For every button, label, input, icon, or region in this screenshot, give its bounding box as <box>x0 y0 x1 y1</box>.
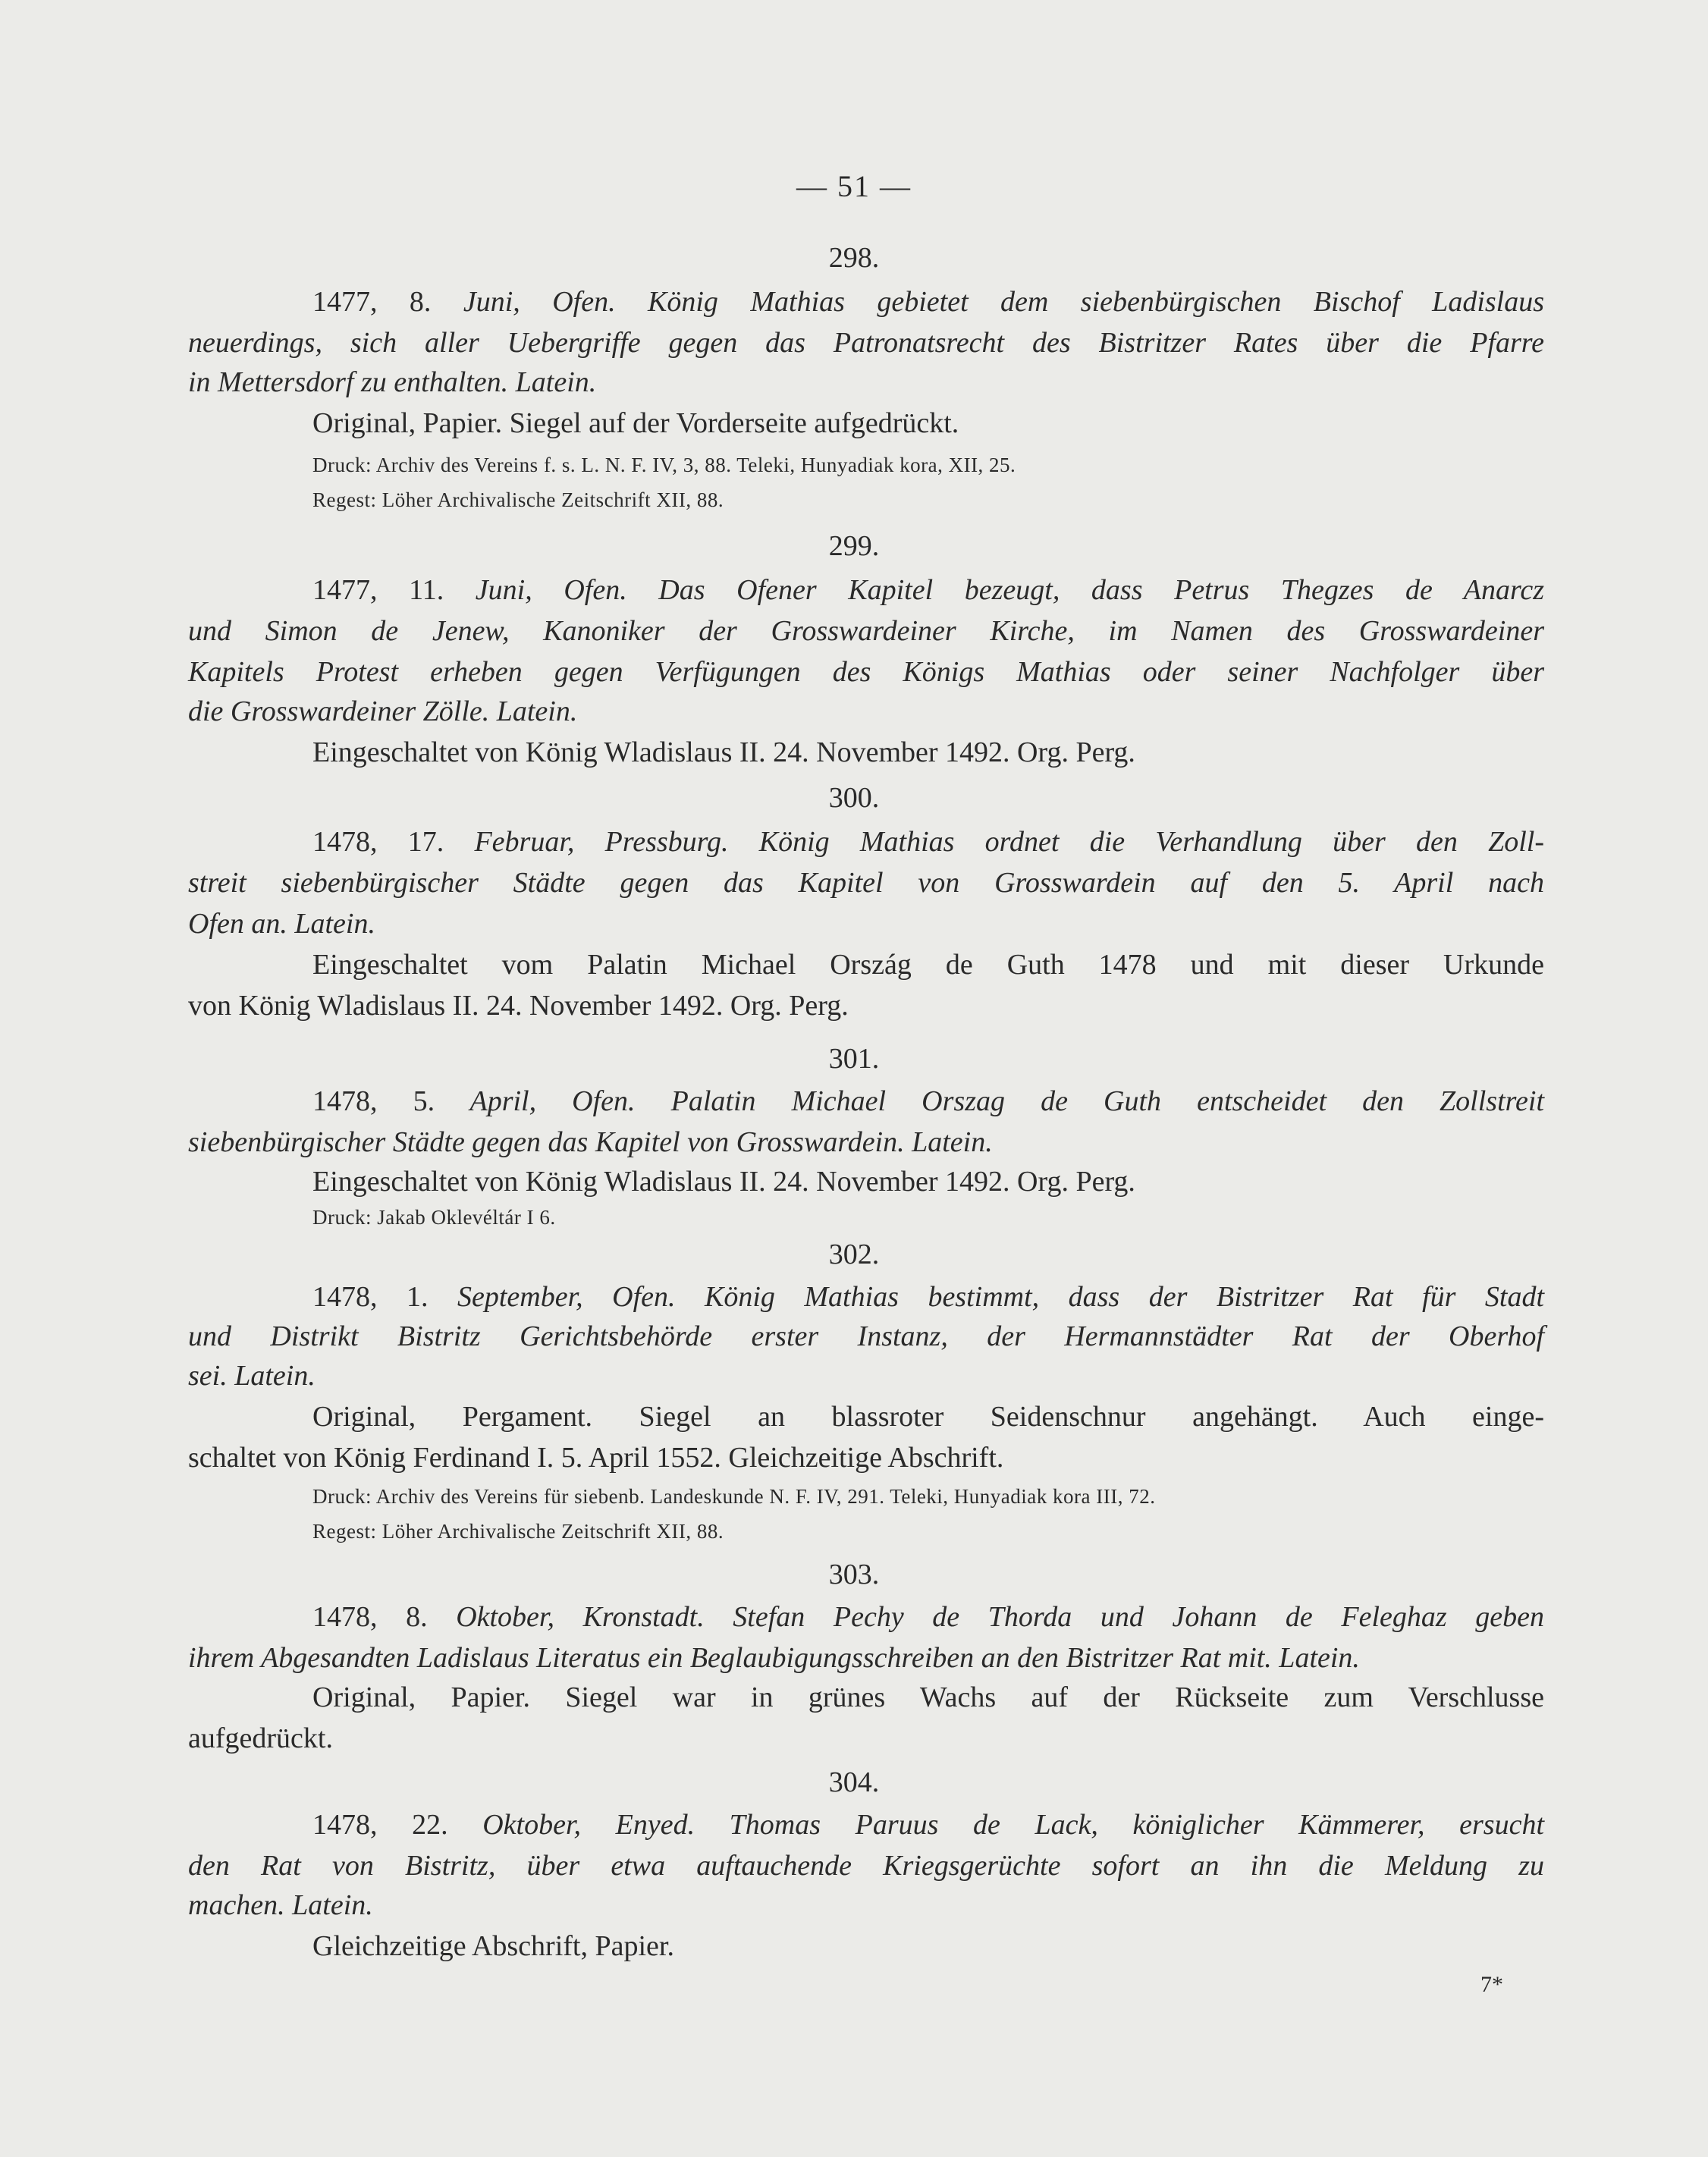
entry-text-line: und Distrikt Bistritz Gerichtsbehörde erster Instanz, der Hermannstädter Rat der Oberhof <box>188 1320 1544 1352</box>
entry-regest-reference: Regest: Löher Archivalische Zeitschrift XII, 88. <box>312 1520 724 1543</box>
entry-note: schaltet von König Ferdinand I. 5. April 1552. Gleichzeitige Abschrift. <box>188 1442 1004 1474</box>
entry-text-line: streit siebenbürgischer Städte gegen das Kapitel von Grosswardein auf den 5. April nach <box>188 867 1544 899</box>
entry-text-line: den Rat von Bistritz, über etwa auftauchende Kriegsgerüchte sofort an ihn die Meldung zu <box>188 1850 1544 1882</box>
entry-number: 304. <box>828 1766 880 1798</box>
entry-regest: Juni, Ofen. König Mathias gebietet dem siebenbürgischen Bischof Ladislaus <box>431 286 1545 318</box>
entry-text-line <box>312 573 1544 607</box>
entry-text-line: in Mettersdorf zu enthalten. Latein. <box>188 366 597 398</box>
entry-number: 303. <box>828 1559 880 1590</box>
entry-text-line: Kapitels Protest erheben gegen Verfügungen des Königs Mathias oder seiner Nachfolger über <box>188 656 1544 688</box>
entry-note: von König Wladislaus II. 24. November 1492. Org. Perg. <box>188 990 849 1022</box>
entry-note: Eingeschaltet vom Palatin Michael Ország de Guth 1478 und mit dieser Urkunde <box>312 949 1544 981</box>
entry-text-line <box>312 1600 1544 1634</box>
entry-date: 1478, 17. <box>312 826 444 858</box>
entry-note: Gleichzeitige Abschrift, Papier. <box>312 1930 674 1962</box>
entry-text-line <box>312 825 1544 859</box>
entry-date: 1478, 1. <box>312 1281 429 1313</box>
entry-number: 298. <box>828 242 880 274</box>
entry-print-reference: Druck: Jakab Oklevéltár I 6. <box>312 1206 556 1229</box>
entry-number: 300. <box>828 782 880 814</box>
entry-note: aufgedrückt. <box>188 1722 333 1754</box>
entry-text-line: die Grosswardeiner Zölle. Latein. <box>188 695 578 727</box>
entry-text-line: machen. Latein. <box>188 1889 373 1921</box>
entry-note: Eingeschaltet von König Wladislaus II. 24. November 1492. Org. Perg. <box>312 736 1135 768</box>
entry-regest: Februar, Pressburg. König Mathias ordnet die Verhandlung über den Zoll- <box>444 826 1544 858</box>
entry-text-line: ihrem Abgesandten Ladislaus Literatus ein Beglaubigungsschreiben an den Bistritzer Rat mit. Latein. <box>188 1642 1360 1674</box>
entry-text-line <box>312 285 1544 319</box>
entry-text-line <box>312 1280 1544 1314</box>
entry-text-line <box>312 1808 1544 1841</box>
entry-note: Original, Papier. Siegel auf der Vorderseite aufgedrückt. <box>312 407 959 439</box>
entry-number: 301. <box>828 1043 880 1075</box>
entry-date: 1478, 22. <box>312 1809 448 1841</box>
signature-mark: 7* <box>1480 1972 1503 1997</box>
entry-date: 1477, 11. <box>312 574 444 606</box>
entry-date: 1478, 8. <box>312 1601 428 1633</box>
entry-note: Original, Papier. Siegel war in grünes Wachs auf der Rückseite zum Verschlusse <box>312 1681 1544 1713</box>
entry-text-line: sei. Latein. <box>188 1360 316 1392</box>
entry-note: Original, Pergament. Siegel an blassroter Seidenschnur angehängt. Auch einge- <box>312 1401 1544 1433</box>
entry-text-line <box>312 1085 1544 1118</box>
entry-date: 1478, 5. <box>312 1085 435 1117</box>
entry-note: Eingeschaltet von König Wladislaus II. 24. November 1492. Org. Perg. <box>312 1166 1135 1198</box>
entry-regest: Oktober, Enyed. Thomas Paruus de Lack, königlicher Kämmerer, ersucht <box>447 1809 1545 1841</box>
entry-regest: April, Ofen. Palatin Michael Orszag de Guth entscheidet den Zollstreit <box>435 1085 1545 1117</box>
entry-number: 302. <box>828 1239 880 1270</box>
entry-regest: Juni, Ofen. Das Ofener Kapitel bezeugt, dass Petrus Thegzes de Anarcz <box>444 574 1544 606</box>
entry-print-reference: Druck: Archiv des Vereins für siebenb. Landeskunde N. F. IV, 291. Teleki, Hunyadiak kora III, 72. <box>312 1485 1156 1508</box>
entry-text-line: Ofen an. Latein. <box>188 908 375 940</box>
entry-regest: Oktober, Kronstadt. Stefan Pechy de Thorda und Johann de Feleghaz geben <box>427 1601 1544 1633</box>
entry-number: 299. <box>828 530 880 562</box>
entry-text-line: und Simon de Jenew, Kanoniker der Grosswardeiner Kirche, im Namen des Grosswardeiner <box>188 615 1544 647</box>
page-number: — 51 — <box>796 169 912 203</box>
entry-regest: September, Ofen. König Mathias bestimmt, dass der Bistritzer Rat für Stadt <box>428 1281 1545 1313</box>
entry-text-line: siebenbürgischer Städte gegen das Kapitel von Grosswardein. Latein. <box>188 1126 993 1158</box>
entry-print-reference: Druck: Archiv des Vereins f. s. L. N. F. IV, 3, 88. Teleki, Hunyadiak kora, XII, 25. <box>312 454 1016 476</box>
entry-text-line: neuerdings, sich aller Uebergriffe gegen das Patronatsrecht des Bistritzer Rates über die Pfarre <box>188 327 1544 359</box>
entry-date: 1477, 8. <box>312 286 432 318</box>
entry-regest-reference: Regest: Löher Archivalische Zeitschrift XII, 88. <box>312 488 724 511</box>
